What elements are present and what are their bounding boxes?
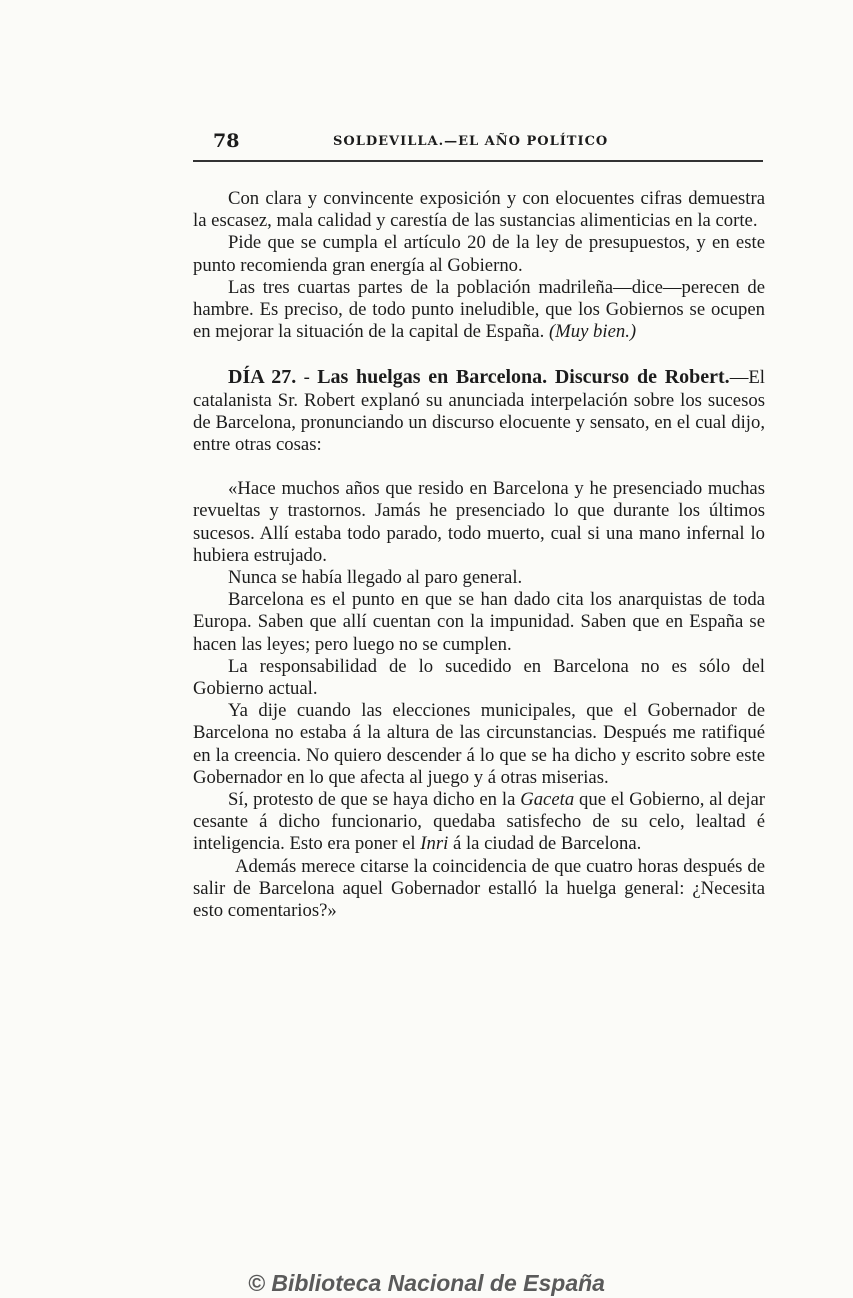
day-entry: DÍA 27. - Las huelgas en Barcelona. Discurso de Robert.—El catalanista Sr. Robert explanó su anunciada interpelación sobre los sucesos de Barcelona, pronunciando un discurso elocuente y sensato, en el cual dijo, entre otras cosas: <box>193 366 765 456</box>
page-header <box>193 130 763 160</box>
paragraph: Las tres cuartas partes de la población madrileña—dice—perecen de hambre. Es preciso, de todo punto ineludible, que los Gobiernos se ocupen en mejorar la situación de la capital de España. (Muy bien.) <box>193 276 765 343</box>
running-head: SOLDEVILLA.—EL AÑO POLÍTICO <box>333 134 609 149</box>
page-body <box>193 188 765 922</box>
applause-note: (Muy bien.) <box>548 321 637 343</box>
paragraph: Con clara y convincente exposición y con elocuentes cifras demuestra la escasez, mala calidad y carestía de las sustancias alimenticias en la corte. <box>193 188 765 232</box>
day-text: —El catalanista Sr. Robert explanó su anunciada interpelación sobre los sucesos de Barcelona, pronunciando un discurso elocuente y sensato, en el cual dijo, entre otras cosas: <box>193 367 765 456</box>
speech-paragraph: Además merece citarse la coincidencia de que cuatro horas después de salir de Barcelona aquel Gobernador estalló la huelga general: ¿Necesita esto comentarios?» <box>193 855 765 922</box>
inri-reference: Inri <box>420 833 449 855</box>
page-number: 78 <box>213 130 240 152</box>
speech-paragraph: Sí, protesto de que se haya dicho en la Gaceta que el Gobierno, al dejar cesante á dicho funcionario, quedaba satisfecho de su celo, lealtad é inteligencia. Esto era poner el Inri á la ciudad de Barcelona. <box>193 789 765 855</box>
day-title: Las huelgas en Barcelona. Discurso de Robert. <box>317 366 730 389</box>
speech-paragraph: La responsabilidad de lo sucedido en Barcelona no es sólo del Gobierno actual. <box>193 655 765 700</box>
speech-paragraph: Nunca se había llegado al paro general. <box>228 567 523 589</box>
speech-paragraph: «Hace muchos años que resido en Barcelona y he presenciado muchas revueltas y trastornos. Jamás he presenciado lo que durante los últimos sucesos. Allí estaba todo parado, todo muerto, cual si una mano infernal lo hubiera estrujado. <box>193 478 765 566</box>
speech-paragraph: Barcelona es el punto en que se han dado cita los anarquistas de toda Europa. Saben que allí cuentan con la impunidad. Saben que en España se hacen las leyes; pero luego no se cumplen. <box>193 589 765 655</box>
library-watermark: © Biblioteca Nacional de España <box>248 1270 605 1296</box>
gaceta-reference: Gaceta <box>520 789 575 811</box>
day-label: DÍA 27. <box>228 366 297 389</box>
paragraph: Pide que se cumpla el artículo 20 de la ley de presupuestos, y en este punto recomienda gran energía al Gobierno. <box>193 232 765 276</box>
header-rule <box>193 160 763 162</box>
speech-paragraph: Ya dije cuando las elecciones municipales, que el Gobernador de Barcelona no estaba á la altura de las circunstancias. Después me ratifiqué en la creencia. No quiero descender á lo que se ha dicho y escrito sobre este Gobernador en lo que afecta al juego y á otras miserias. <box>193 700 765 788</box>
